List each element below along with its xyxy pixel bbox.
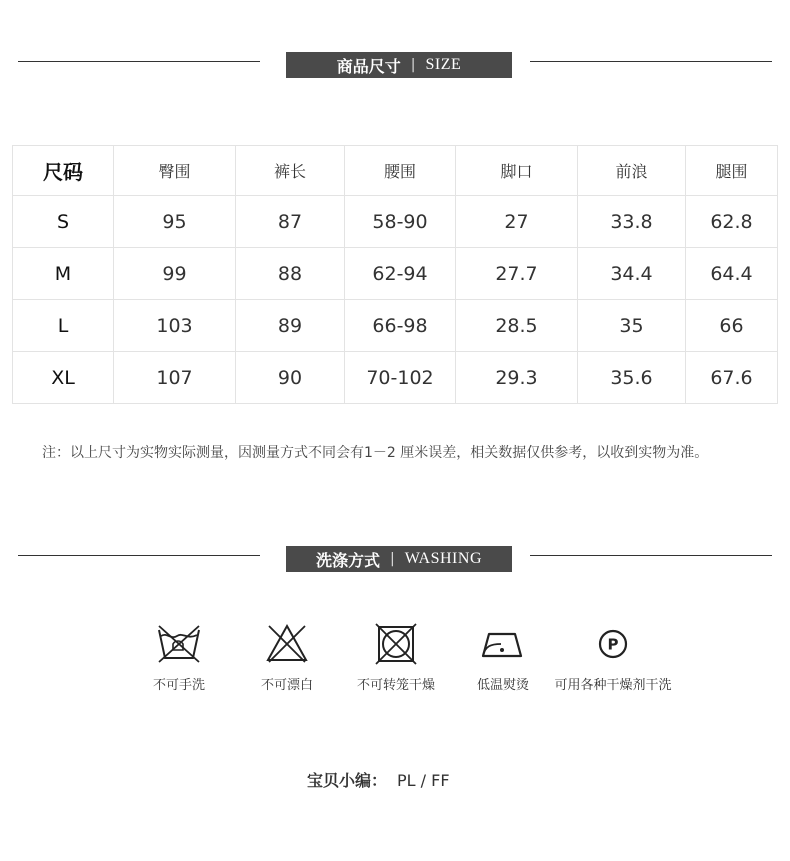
fabric-label: 宝贝小编： — [307, 771, 388, 790]
washing-section-banner — [286, 546, 512, 572]
table-cell: 34.4 — [578, 248, 686, 300]
size-rule-right — [530, 61, 772, 62]
care-label: 可用各种干燥剂干洗 — [554, 678, 672, 693]
washing-title-separator: | — [390, 551, 395, 567]
no-tumble-dry-icon — [374, 622, 418, 666]
table-cell: 103 — [114, 300, 236, 352]
no-hand-wash-icon — [155, 622, 203, 666]
no-bleach-icon — [265, 622, 309, 666]
table-cell: 64.4 — [686, 248, 778, 300]
table-cell: 66-98 — [345, 300, 456, 352]
care-item-dry-clean — [554, 622, 672, 693]
table-cell: 27.7 — [456, 248, 578, 300]
table-cell: XL — [13, 352, 114, 404]
header-length: 裤长 — [236, 146, 345, 196]
care-label: 不可漂白 — [260, 678, 313, 693]
table-cell: 88 — [236, 248, 345, 300]
care-item-no-tumble-dry — [341, 622, 451, 693]
header-front-rise: 前浪 — [578, 146, 686, 196]
care-label: 不可转笼干燥 — [356, 678, 435, 693]
table-cell: M — [13, 248, 114, 300]
table-cell: 62.8 — [686, 196, 778, 248]
washing-title-en: WASHING — [404, 550, 482, 567]
table-cell: 33.8 — [578, 196, 686, 248]
dry-clean-p-icon — [591, 622, 635, 666]
size-title-en: SIZE — [425, 56, 462, 73]
table-cell: 99 — [114, 248, 236, 300]
washing-rule-left — [18, 555, 260, 556]
size-title-separator: | — [410, 57, 416, 73]
table-cell: 89 — [236, 300, 345, 352]
care-label: 低温熨烫 — [476, 678, 529, 693]
table-cell: 95 — [114, 196, 236, 248]
table-cell: 28.5 — [456, 300, 578, 352]
washing-rule-right — [530, 555, 772, 556]
table-cell: 87 — [236, 196, 345, 248]
table-cell: 107 — [114, 352, 236, 404]
table-cell: 35 — [578, 300, 686, 352]
header-hip: 臀围 — [114, 146, 236, 196]
care-item-no-hand-wash — [124, 622, 234, 693]
table-cell: 90 — [236, 352, 345, 404]
table-cell: L — [13, 300, 114, 352]
header-waist: 腰围 — [345, 146, 456, 196]
size-table — [12, 145, 778, 404]
table-cell: 67.6 — [686, 352, 778, 404]
table-row — [13, 248, 778, 300]
size-title-zh: 商品尺寸 — [336, 56, 401, 76]
low-iron-icon — [479, 622, 527, 666]
table-row — [13, 196, 778, 248]
header-hem: 脚口 — [456, 146, 578, 196]
header-size: 尺码 — [13, 146, 114, 196]
table-cell: 70-102 — [345, 352, 456, 404]
table-cell: S — [13, 196, 114, 248]
care-label: 不可手洗 — [152, 678, 205, 693]
table-cell: 35.6 — [578, 352, 686, 404]
size-table-header-row — [13, 146, 778, 196]
washing-title-zh: 洗涤方式 — [315, 550, 380, 570]
fabric-info — [307, 768, 450, 791]
size-disclaimer-note: 注：以上尺寸为实物实际测量，因测量方式不同会有1－2 厘米误差，相关数据仅供参考，以收到实物为准。 — [42, 445, 709, 461]
table-row — [13, 300, 778, 352]
table-row — [13, 352, 778, 404]
table-cell: 29.3 — [456, 352, 578, 404]
table-cell: 27 — [456, 196, 578, 248]
care-item-low-iron — [448, 622, 558, 693]
care-item-no-bleach — [232, 622, 342, 693]
table-cell: 62-94 — [345, 248, 456, 300]
svg-text:P: P — [607, 635, 619, 654]
table-cell: 58-90 — [345, 196, 456, 248]
fabric-value: PL / FF — [397, 771, 450, 790]
header-thigh: 腿围 — [686, 146, 778, 196]
size-section-banner — [286, 52, 512, 78]
size-rule-left — [18, 61, 260, 62]
table-cell: 66 — [686, 300, 778, 352]
